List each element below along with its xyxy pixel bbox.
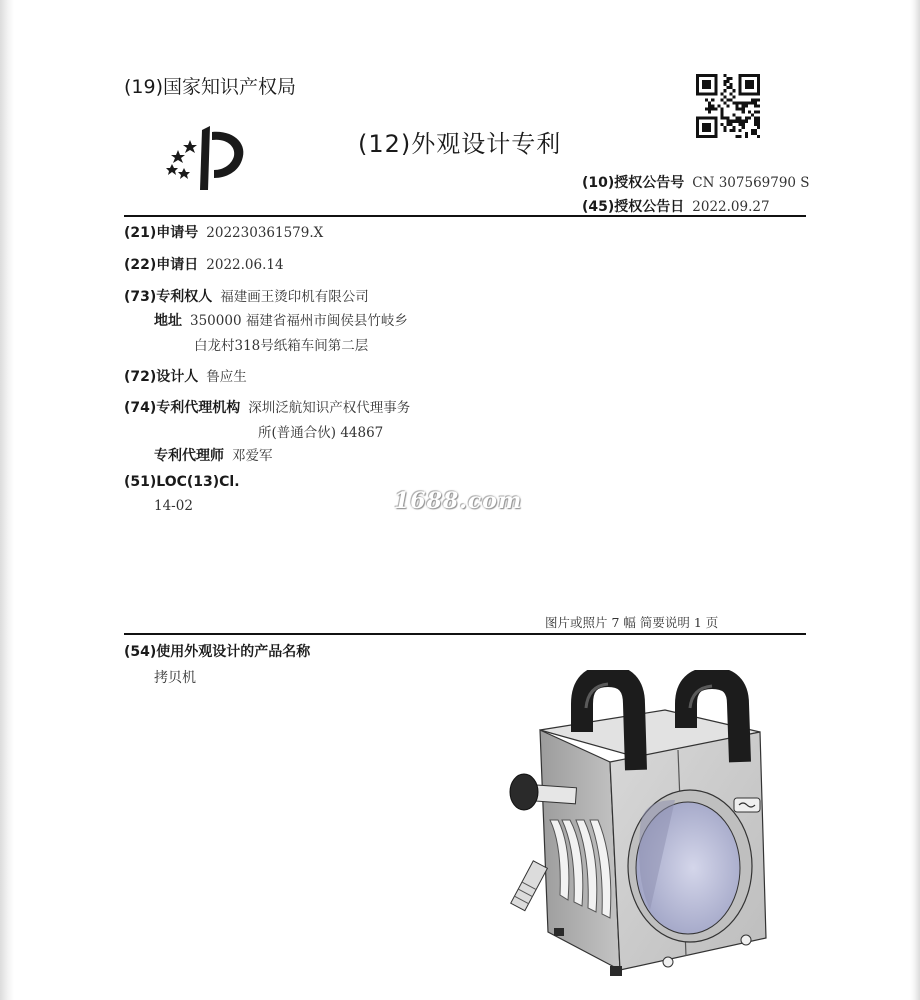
loc-classification-label: (51)LOC(13)Cl. (124, 474, 240, 490)
section-divider (124, 633, 806, 635)
product-name-label: (54)使用外观设计的产品名称 (124, 644, 311, 660)
figures-summary: 图片或照片 7 幅 简要说明 1 页 (545, 615, 719, 630)
agent-label: 专利代理师 (154, 448, 224, 464)
agency-line-1: 深圳泛航知识产权代理事务 (248, 400, 411, 416)
qr-code (696, 74, 760, 142)
address-label: 地址 (154, 313, 182, 329)
address-line-1: 350000 福建省福州市闽侯县竹岐乡 (190, 313, 408, 329)
address-row (154, 309, 408, 330)
application-number-row (124, 222, 323, 242)
application-date-row (124, 254, 284, 274)
grant-number-row (582, 172, 810, 192)
grant-number: CN 307569790 S (692, 175, 810, 191)
designer-label: (72)设计人 (124, 369, 199, 385)
application-date-label: (22)申请日 (124, 257, 199, 273)
designer-row (124, 365, 247, 386)
loc-classification-value: 14-02 (154, 498, 193, 514)
grant-number-label: (10)授权公告号 (582, 175, 685, 191)
watermark: 1688.com (394, 488, 523, 514)
issuing-office: (19)国家知识产权局 (124, 76, 297, 98)
grant-date-label: (45)授权公告日 (582, 199, 685, 215)
agent: 邓爱军 (232, 448, 273, 464)
product-illustration (490, 670, 790, 994)
agency-label: (74)专利代理机构 (124, 400, 241, 416)
cnipa-logo (164, 122, 248, 196)
patentee: 福建画王烫印机有限公司 (220, 289, 369, 305)
product-name: 拷贝机 (154, 670, 196, 686)
agency-row (124, 396, 410, 417)
page-left-edge (0, 0, 14, 1000)
header-divider (124, 215, 806, 217)
document-type-title: (12)外观设计专利 (358, 130, 562, 158)
application-date: 2022.06.14 (206, 257, 284, 273)
grant-date-row (582, 196, 770, 216)
page-right-edge (910, 0, 920, 1000)
grant-date: 2022.09.27 (692, 199, 770, 215)
patentee-label: (73)专利权人 (124, 289, 213, 305)
application-number-label: (21)申请号 (124, 225, 199, 241)
address-line-2: 白龙村318号纸箱车间第二层 (194, 338, 369, 354)
application-number: 202230361579.X (206, 225, 324, 241)
agency-line-2: 所(普通合伙) 44867 (258, 425, 384, 441)
designer: 鲁应生 (206, 369, 247, 385)
patentee-row (124, 285, 369, 306)
agent-row (154, 444, 273, 465)
